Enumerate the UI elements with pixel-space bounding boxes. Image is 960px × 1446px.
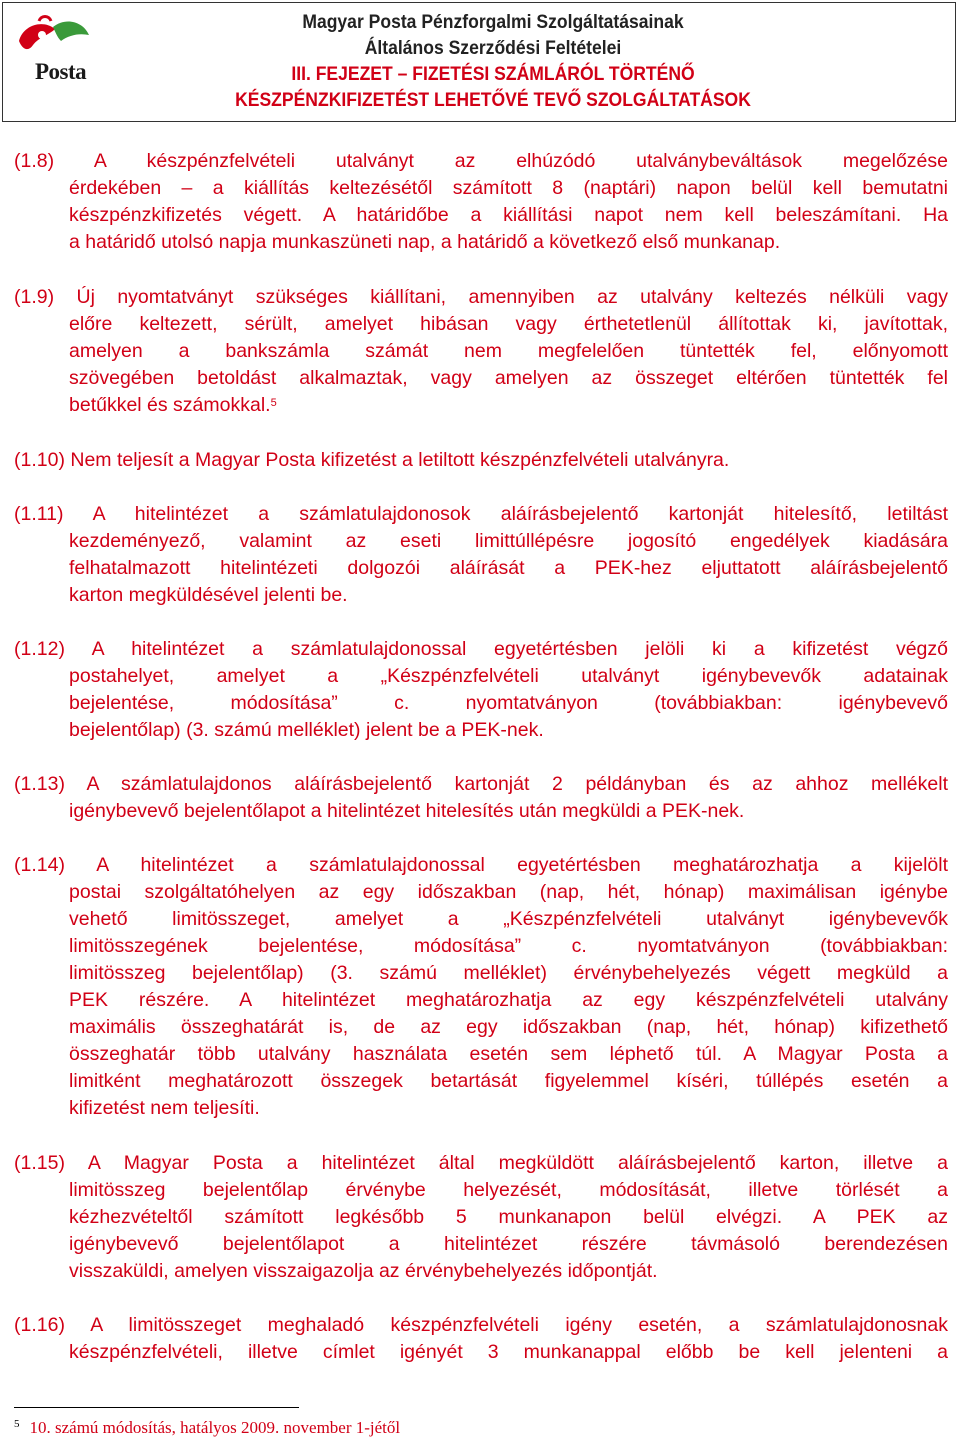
header-title	[169, 9, 817, 113]
text-line: (1.15) A Magyar Posta a hitelintézet által megküldött aláírásbejelentő karton, illetve a	[14, 1152, 948, 1174]
text-line: igénybevevő bejelentőlapot a hitelintézet részére távmásoló berendezésen	[69, 1233, 948, 1255]
text-line: szövegében betoldást alkalmaztak, vagy amelyen az összeget eltérően tüntették fel	[69, 367, 948, 389]
text-line: maximális összeghatárát is, de az egy időszakban (nap, hét, hónap) kifizethető	[69, 1016, 948, 1038]
footnote	[14, 1418, 400, 1438]
text-line: bejelentése, módosítása” c. nyomtatványon (továbbiakban: igénybevevő	[69, 692, 948, 714]
text-line: PEK részére. A hitelintézet meghatározhatja az egy készpénzfelvételi utalvány	[69, 989, 948, 1011]
text-line: kifizetést nem teljesíti.	[69, 1097, 260, 1119]
text-line: előre keltezett, sérült, amelyet hibásan vagy érthetetlenül állítottak ki, javítottak,	[69, 313, 948, 335]
text-line: kezdeményező, valamint az eseti limittúllépésre jogosító engedélyek kiadására	[69, 530, 948, 552]
paragraph-1-16	[14, 1312, 948, 1366]
paragraph-1-14	[14, 852, 948, 1122]
text-line: érdekében – a kiállítás keltezésétől számított 8 (naptári) napon belül kell bemutatni	[69, 177, 948, 199]
paragraph-1-10	[14, 447, 948, 474]
text-line	[14, 392, 948, 419]
paragraph-1-8	[14, 148, 948, 256]
text-line: postai szolgáltatóhelyen az egy időszakban (nap, hét, hónap) maximálisan igénybe	[69, 881, 948, 903]
text-line: kézhezvételtől számított legkésőbb 5 munkanapon belül elvégzi. A PEK az	[69, 1206, 948, 1228]
text-line: limitösszeg bejelentőlap érvénybe helyezését, módosítását, illetve törlését a	[69, 1179, 948, 1201]
text-line: (1.16) A limitösszeget meghaladó készpénzfelvételi igény esetén, a számlatulajdonosnak	[14, 1314, 948, 1336]
text-line: készpénzkifizetés végett. A határidőbe a kiállítási napot nem kell beleszámítani. Ha	[69, 204, 948, 226]
footnote-ref: 5	[270, 397, 277, 409]
paragraph-1-15	[14, 1150, 948, 1285]
text-line: visszaküldi, amelyen visszaigazolja az érvénybehelyezés időpontját.	[69, 1260, 658, 1282]
text-line: összeghatár több utalvány használata esetén sem léphető túl. A Magyar Posta a	[69, 1043, 948, 1065]
header-title-line-4: KÉSZPÉNZKIFIZETÉST LEHETŐVÉ TEVŐ SZOLGÁLTATÁSOK	[235, 89, 751, 111]
text-line: limitösszeg bejelentőlap) (3. számú melléklet) érvénybehelyezés végett megküld a	[69, 962, 948, 984]
text-line: limitként meghatározott összegek betartását figyelemmel kíséri, túllépés esetén a	[69, 1070, 948, 1092]
text-line: bejelentőlap) (3. számú melléklet) jelent be a PEK-nek.	[69, 719, 544, 741]
text-line: vehető limitösszeget, amelyet a „Készpénzfelvételi utalványt igénybevevők	[69, 908, 948, 930]
paragraph-1-13	[14, 771, 948, 825]
text-line: (1.12) A hitelintézet a számlatulajdonossal egyetértésben jelöli ki a kifizetést végző	[14, 638, 948, 660]
text-line: (1.9) Új nyomtatványt szükséges kiállítani, amennyiben az utalvány keltezés nélküli vagy	[14, 286, 948, 308]
text-line: készpénzfelvételi, illetve címlet igényét 3 munkanappal előbb be kell jelenteni a	[69, 1341, 948, 1363]
text-line: limitösszegének bejelentése, módosítása” c. nyomtatványon (továbbiakban:	[69, 935, 948, 957]
footnote-number: 5	[14, 1418, 20, 1430]
text-line: (1.11) A hitelintézet a számlatulajdonosok aláírásbejelentő kartonját hitelesítő, letiltást	[14, 503, 948, 525]
paragraph-1-11	[14, 501, 948, 609]
text-line: (1.8) A készpénzfelvételi utalványt az elhúzódó utalványbeváltások megelőzése	[14, 150, 948, 172]
text-line: felhatalmazott hitelintézeti dolgozói aláírását a PEK-hez eljuttatott aláírásbejelentő	[69, 557, 948, 579]
text-line: postahelyet, amelyet a „Készpénzfelvételi utalványt igénybevevők adatainak	[69, 665, 948, 687]
header-title-line-3: III. FEJEZET – FIZETÉSI SZÁMLÁRÓL TÖRTÉNŐ	[291, 63, 695, 85]
text-line: (1.14) A hitelintézet a számlatulajdonossal egyetértésben meghatározhatja a kijelölt	[14, 854, 948, 876]
text-line: a határidő utolsó napja munkaszüneti nap, a határidő a következő első munkanap.	[69, 231, 781, 253]
footnote-text: 10. számú módosítás, hatályos 2009. november 1-jétől	[29, 1418, 401, 1437]
text-line: (1.13) A számlatulajdonos aláírásbejelentő kartonját 2 példányban és az ahhoz mellékelt	[14, 773, 948, 795]
footnote-separator	[14, 1407, 299, 1408]
text-fragment: betűkkel és számokkal.	[69, 394, 271, 416]
header-title-line-2: Általános Szerződési Feltételei	[364, 37, 622, 59]
paragraph-1-12	[14, 636, 948, 744]
text-line: karton megküldésével jelenti be.	[69, 584, 348, 606]
header-title-line-1: Magyar Posta Pénzforgalmi Szolgáltatásainak	[302, 11, 684, 33]
logo-text: Posta	[35, 59, 87, 84]
paragraph-1-9	[14, 284, 948, 419]
posta-logo	[9, 11, 119, 91]
text-line: igénybevevő bejelentőlapot a hitelintézet hitelesítés után megküldi a PEK-nek.	[69, 800, 745, 822]
text-line: (1.10) Nem teljesít a Magyar Posta kifizetést a letiltott készpénzfelvételi utalványra.	[14, 449, 730, 471]
text-line: amelyen a bankszámla számát nem megfelelően tüntették fel, előnyomott	[69, 340, 948, 362]
document-header	[2, 2, 956, 122]
